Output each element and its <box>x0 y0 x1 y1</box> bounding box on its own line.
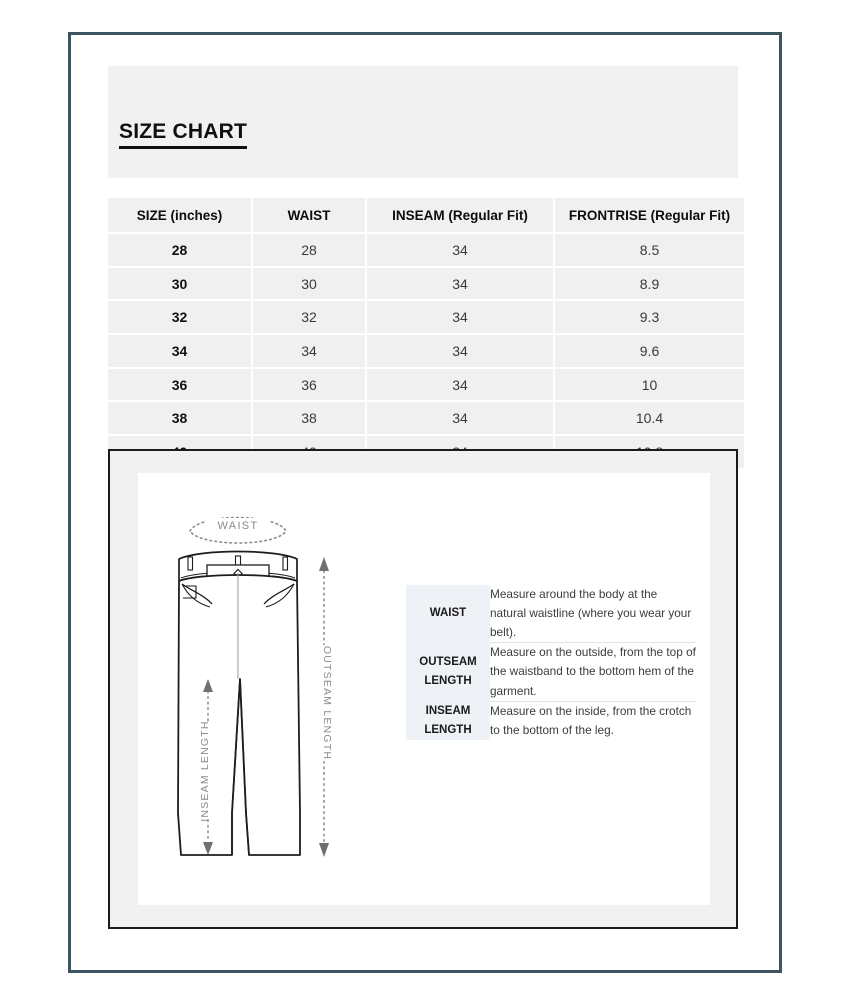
cell-size: 30 <box>108 267 252 301</box>
cell-waist: 38 <box>252 401 366 435</box>
outseam-arrow-up <box>319 557 329 571</box>
cell-frontrise: 10 <box>554 368 744 402</box>
guide-description-waist: Measure around the body at the natural waistline (where you wear your belt). <box>490 585 696 643</box>
inseam-label: INSEAM LENGTH <box>199 720 211 822</box>
cell-inseam: 34 <box>366 334 554 368</box>
guide-row <box>406 701 696 740</box>
cell-size: 36 <box>108 368 252 402</box>
measurement-guide-table <box>406 585 696 740</box>
column-header-size: SIZE (inches) <box>108 198 252 233</box>
table-row <box>108 300 744 334</box>
waist-measure-annotation <box>190 518 286 544</box>
table-header-row <box>108 198 744 233</box>
guide-description-inseam: Measure on the inside, from the crotch to the bottom of the leg. <box>490 701 696 740</box>
cell-frontrise: 10.4 <box>554 401 744 435</box>
size-table <box>108 198 744 470</box>
table-row <box>108 233 744 267</box>
diagram-inner-area <box>138 473 710 905</box>
pants-illustration <box>148 483 388 898</box>
cell-frontrise: 9.6 <box>554 334 744 368</box>
cell-frontrise: 8.9 <box>554 267 744 301</box>
cell-frontrise: 9.3 <box>554 300 744 334</box>
guide-description-outseam: Measure on the outside, from the top of the waistband to the bottom hem of the garment. <box>490 643 696 701</box>
guide-row <box>406 585 696 643</box>
cell-frontrise: 8.5 <box>554 233 744 267</box>
size-table-body <box>108 233 744 469</box>
size-table-head <box>108 198 744 233</box>
cell-inseam: 34 <box>366 233 554 267</box>
guide-label-waist <box>406 585 490 643</box>
size-chart-card <box>68 32 782 973</box>
guide-label-line: LENGTH <box>424 674 472 687</box>
table-row <box>108 401 744 435</box>
guide-label-line: WAIST <box>429 607 467 620</box>
guide-row <box>406 643 696 701</box>
size-table-container <box>108 198 738 470</box>
cell-size: 32 <box>108 300 252 334</box>
guide-label-line: LENGTH <box>424 723 472 736</box>
cell-waist: 34 <box>252 334 366 368</box>
table-row <box>108 368 744 402</box>
cell-size: 34 <box>108 334 252 368</box>
cell-inseam: 34 <box>366 267 554 301</box>
cell-waist: 36 <box>252 368 366 402</box>
page-title: SIZE CHART <box>119 121 247 149</box>
guide-label-line: OUTSEAM <box>419 656 477 669</box>
cell-inseam: 34 <box>366 368 554 402</box>
cell-inseam: 34 <box>366 300 554 334</box>
guide-label-inseam <box>406 701 490 740</box>
cell-inseam: 34 <box>366 401 554 435</box>
guide-label-line: INSEAM <box>425 704 471 717</box>
outseam-measure-annotation <box>314 557 334 857</box>
waist-label: WAIST <box>217 520 259 532</box>
guide-label-outseam <box>406 643 490 701</box>
title-banner <box>108 66 738 178</box>
table-row <box>108 267 744 301</box>
outseam-label: OUTSEAM LENGTH <box>321 645 333 761</box>
cell-size: 38 <box>108 401 252 435</box>
cell-size: 28 <box>108 233 252 267</box>
column-header-waist: WAIST <box>252 198 366 233</box>
pants-body-outline <box>178 575 300 855</box>
measurement-guide-container <box>406 585 696 740</box>
table-row <box>108 334 744 368</box>
column-header-frontrise: FRONTRISE (Regular Fit) <box>554 198 744 233</box>
cell-waist: 32 <box>252 300 366 334</box>
measurement-diagram-panel <box>108 449 738 929</box>
cell-waist: 30 <box>252 267 366 301</box>
outseam-arrow-down <box>319 843 329 857</box>
column-header-inseam: INSEAM (Regular Fit) <box>366 198 554 233</box>
cell-waist: 28 <box>252 233 366 267</box>
